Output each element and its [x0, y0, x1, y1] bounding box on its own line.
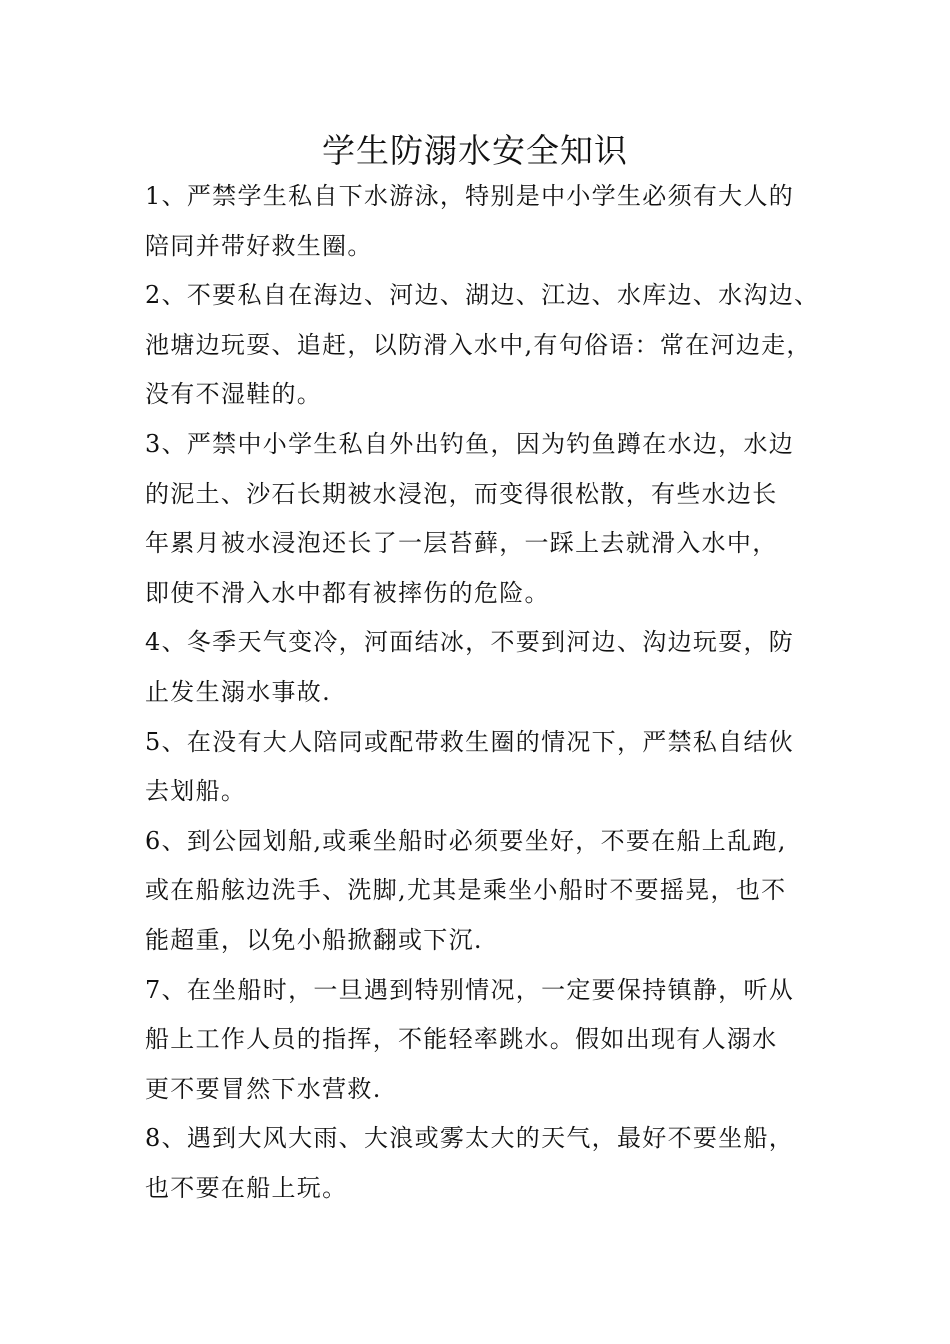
text-line: 4、冬季天气变冷，河面结冰，不要到河边、沟边玩耍，防 [145, 628, 795, 657]
text-line: 更不要冒然下水营救. [145, 1074, 382, 1103]
text-line: 池塘边玩耍、追赶，以防滑入水中,有句俗语：常在河边走， [145, 330, 812, 359]
text-line: 即使不滑入水中都有被摔伤的危险。 [145, 578, 550, 607]
safety-rule-1 [145, 172, 840, 271]
text-line: 没有不湿鞋的。 [145, 380, 323, 409]
safety-rule-5 [145, 718, 840, 817]
safety-rule-6 [145, 817, 840, 966]
text-line: 也不要在船上玩。 [145, 1173, 348, 1202]
text-line: 陪同并带好救生圈。 [145, 231, 373, 260]
document-body [145, 172, 840, 1213]
safety-rule-2 [145, 271, 840, 420]
text-line: 5、在没有大人陪同或配带救生圈的情况下，严禁私自结伙 [145, 727, 795, 756]
safety-rule-7 [145, 966, 840, 1115]
text-line: 或在船舷边洗手、洗脚,尤其是乘坐小船时不要摇晃，也不 [145, 876, 787, 905]
text-line: 的泥土、沙石长期被水浸泡，而变得很松散，有些水边长 [145, 479, 778, 508]
text-line: 2、不要私自在海边、河边、湖边、江边、水库边、水沟边、 [145, 281, 820, 310]
text-line: 3、严禁中小学生私自外出钓鱼，因为钓鱼蹲在水边，水边 [145, 429, 795, 458]
text-line: 1、严禁学生私自下水游泳，特别是中小学生必须有大人的 [145, 182, 795, 210]
text-line: 去划船。 [145, 777, 247, 806]
document-title: 学生防溺水安全知识 [322, 131, 628, 170]
safety-rule-3 [145, 420, 840, 618]
text-line: 7、在坐船时，一旦遇到特别情况，一定要保持镇静，听从 [145, 975, 795, 1004]
safety-rule-8 [145, 1114, 840, 1213]
text-line: 船上工作人员的指挥，不能轻率跳水。假如出现有人溺水 [145, 1025, 778, 1054]
text-line: 6、到公园划船,或乘坐船时必须要坐好，不要在船上乱跑, [145, 826, 787, 855]
text-line: 能超重，以免小船掀翻或下沉. [145, 925, 483, 954]
safety-rule-4 [145, 618, 840, 717]
text-line: 年累月被水浸泡还长了一层苔藓，一踩上去就滑入水中， [145, 529, 778, 558]
text-line: 止发生溺水事故. [145, 677, 332, 706]
text-line: 8、遇到大风大雨、大浪或雾太大的天气，最好不要坐船， [145, 1124, 795, 1153]
